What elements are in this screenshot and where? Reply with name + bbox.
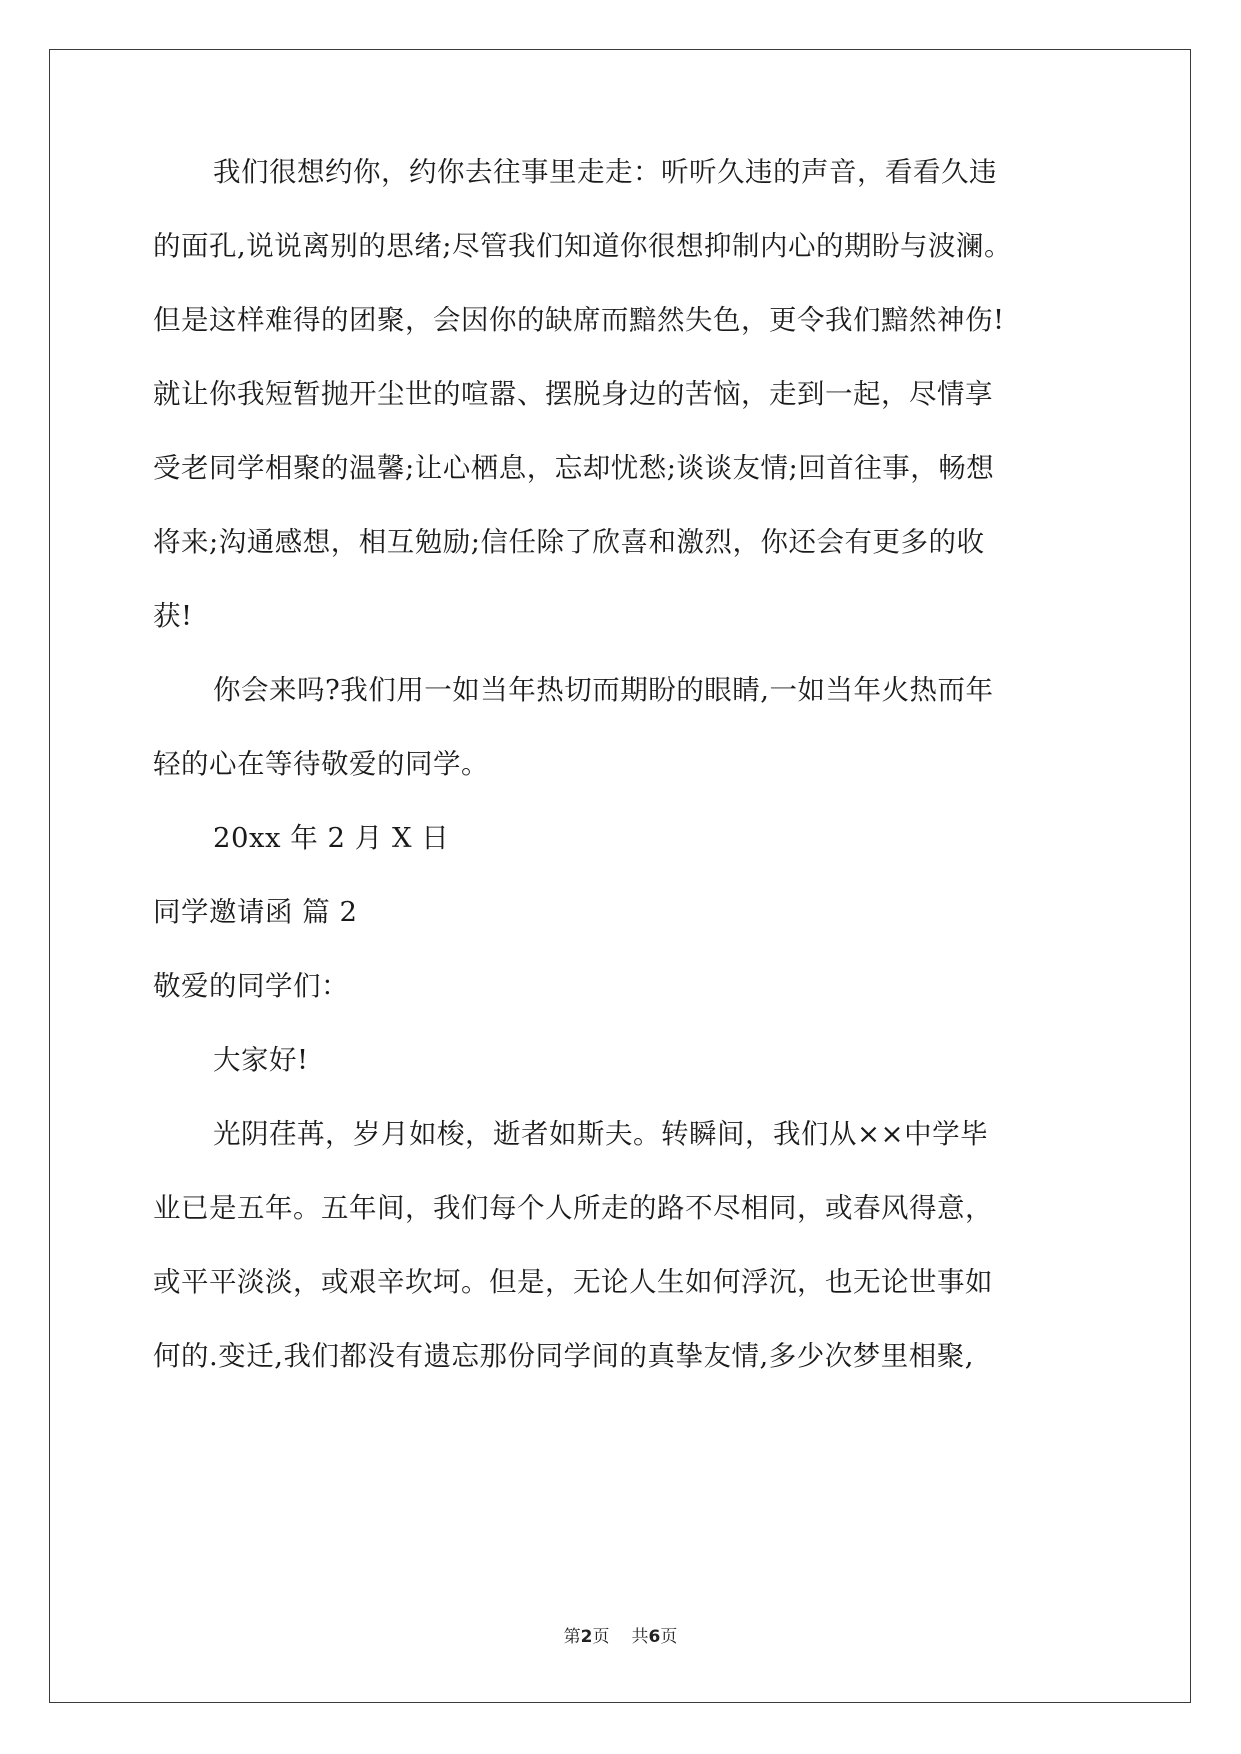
footer-total-unit: 页 <box>660 1627 678 1647</box>
paragraph-line: 或平平淡淡，或艰辛坎坷。但是，无论人生如何浮沉，也无论世事如 <box>153 1266 993 1298</box>
greeting: 大家好! <box>213 1044 309 1076</box>
page-footer <box>0 1622 1241 1647</box>
footer-total-prefix: 共 <box>631 1627 649 1647</box>
paragraph-line: 获! <box>153 600 193 632</box>
date-line: 20xx 年 2 月 X 日 <box>213 822 450 854</box>
footer-prefix: 第 <box>563 1627 581 1647</box>
paragraph-line: 轻的心在等待敬爱的同学。 <box>153 748 489 780</box>
paragraph-line: 我们很想约你，约你去往事里走走：听听久违的声音，看看久违 <box>213 156 997 188</box>
total-pages-number: 6 <box>648 1627 661 1647</box>
paragraph-line: 受老同学相聚的温馨;让心栖息，忘却忧愁;谈谈友情;回首往事，畅想 <box>153 452 995 484</box>
paragraph-line: 就让你我短暂抛开尘世的喧嚣、摆脱身边的苦恼，走到一起，尽情享 <box>153 378 993 410</box>
paragraph-line: 光阴荏苒，岁月如梭，逝者如斯夫。转瞬间，我们从××中学毕 <box>213 1118 989 1150</box>
current-page-number: 2 <box>580 1627 593 1647</box>
paragraph-line: 何的.变迁,我们都没有遗忘那份同学间的真挚友情,多少次梦里相聚, <box>153 1340 974 1372</box>
paragraph-line: 业已是五年。五年间，我们每个人所走的路不尽相同，或春风得意， <box>153 1192 993 1224</box>
page-border <box>49 49 1191 1703</box>
salutation: 敬爱的同学们： <box>153 970 349 1002</box>
footer-page-unit: 页 <box>592 1627 610 1647</box>
section-heading: 同学邀请函 篇 2 <box>153 896 358 928</box>
paragraph-line: 你会来吗?我们用一如当年热切而期盼的眼睛,一如当年火热而年 <box>213 674 994 706</box>
paragraph-line: 的面孔,说说离别的思绪;尽管我们知道你很想抑制内心的期盼与波澜。 <box>153 230 1013 262</box>
paragraph-line: 将来;沟通感想，相互勉励;信任除了欣喜和激烈，你还会有更多的收 <box>153 526 985 558</box>
paragraph-line: 但是这样难得的团聚，会因你的缺席而黯然失色，更令我们黯然神伤! <box>153 304 1005 336</box>
